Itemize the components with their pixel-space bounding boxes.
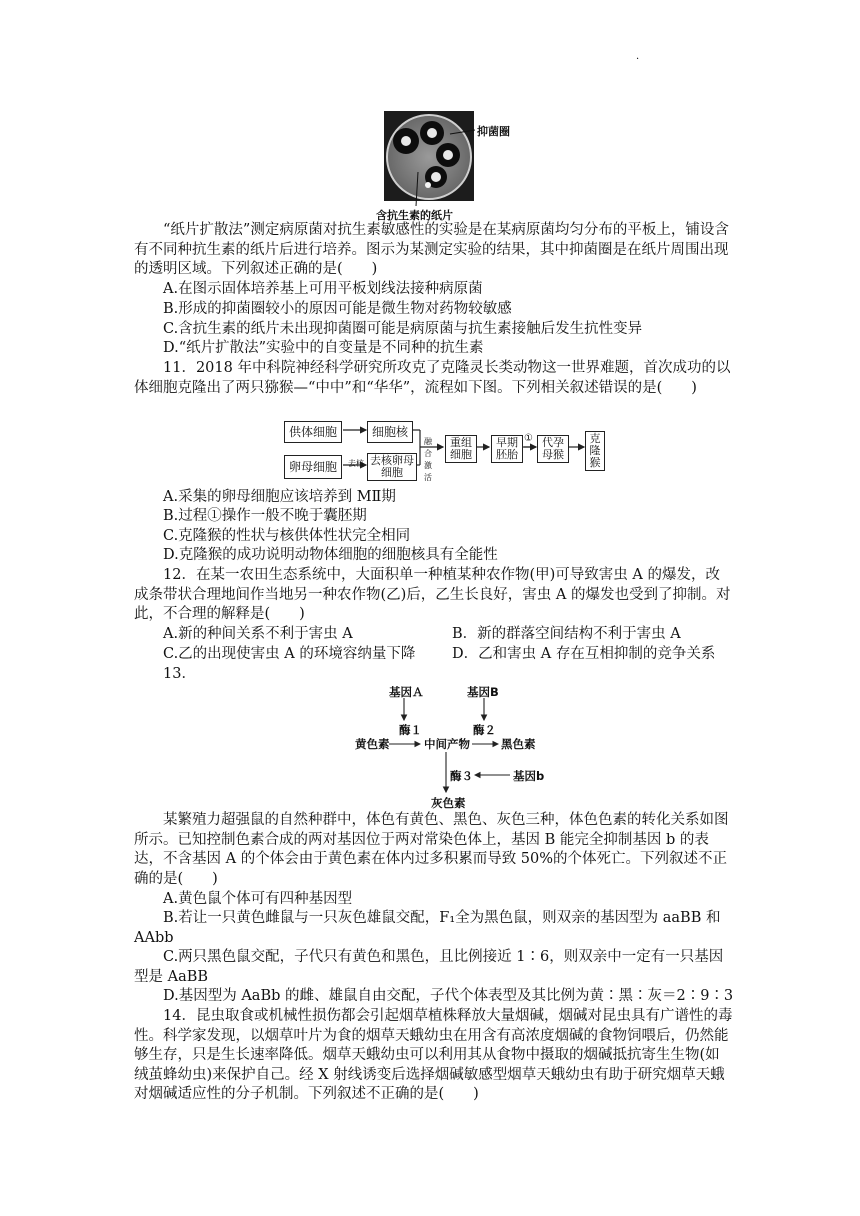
q13-stem: 某繁殖力超强鼠的自然种群中，体色有黄色、黑色、灰色三种，体色色素的转化关系如图所示。已知控制色素合成的两对基因位于两对常染色体上，基因 B 能完全抑制基因 b 的表达，不含基因 A 的个体会由于黄色素在体内过多积累而导致 50%的个体死亡。下列叙述不正确的是( ) [134,812,729,887]
box-surrogate-mother: 代孕母猴 [537,435,569,463]
box-nucleus: 细胞核 [367,421,413,443]
box-oocyte: 卵母细胞 [284,455,342,479]
q11-option-b: B.过程①操作一般不晚于囊胚期 [163,508,367,524]
q10-option-d: D.“纸片扩散法”实验中的自变量是不同种的抗生素 [163,340,484,356]
q12-stem: 12．在某一农田生态系统中，大面积单一种植某种农作物(甲)可导致害虫 A 的爆发，改成条带状合理地间作当地另一种农作物(乙)后，乙生长良好，害虫 A 的爆发也受到了抑制。对此，不合理的解释是( ) [134,567,731,622]
q13-option-b: B.若让一只黄色雌鼠与一只灰色雄鼠交配，F₁全为黑色鼠，则双亲的基因型为 aaBB 和 AAbb [134,910,721,946]
label-black-pigment: 黑色素 [501,737,536,751]
box-clone-monkey: 克隆猴 [585,431,605,471]
q13-option-d: D.基因型为 AaBb 的雌、雄鼠自由交配，子代个体表型及其比例为黄∶黑∶灰＝2∶9∶3 [163,988,734,1004]
label-gene-b: 基因B [467,685,499,699]
box-early-embryo: 早期胚胎 [491,435,523,463]
label-step-1: ① [524,433,533,444]
label-enzyme-2: 酶２ [473,723,496,737]
label-enzyme-3: 酶３ [450,769,473,783]
label-yellow-pigment: 黄色素 [355,737,390,751]
q12-option-c: C.乙的出现使害虫 A 的环境容纳量下降 [163,646,416,662]
label-antibiotic-disc: 含抗生素的纸片 [376,209,453,222]
q13-option-a: A.黄色鼠个体可有四种基因型 [163,891,353,907]
q12-option-a: A.新的种间关系不利于害虫 A [163,626,353,642]
q11-option-d: D.克隆猴的成功说明动物体细胞的细胞核具有全能性 [163,547,498,563]
q10-stem: “纸片扩散法”测定病原菌对抗生素敏感性的实验是在某病原菌均匀分布的平板上，铺设含有不同种抗生素的纸片后进行培养。图示为某测定实验的结果，其中抑菌圈是在纸片周围出现的透明区域。下列叙述正确的是( ) [134,222,729,277]
box-donor-cell: 供体细胞 [284,421,342,443]
q12-option-d: D．乙和害虫 A 存在互相抑制的竞争关系 [452,646,716,662]
label-fuse-activate: 融合激活 [424,437,432,482]
q14-stem: 14．昆虫取食或机械性损伤都会引起烟草植株释放大量烟碱，烟碱对昆虫具有广谱性的毒性。科学家发现，以烟草叶片为食的烟草天蛾幼虫在用含有高浓度烟碱的食物饲喂后，仍然能够生存，只是生长速率降低。烟草天蛾幼虫可以利用其从食物中摄取的烟碱抵抗寄生生物(如绒茧蜂幼虫)来保护自己。经 X 射线诱变后选择烟碱敏感型烟草天蛾幼虫有助于研究烟草天蛾对烟碱适应性的分子机制。下列叙述不正确的是( ) [134,1008,733,1102]
label-intermediate: 中间产物 [424,737,470,751]
q13-number: 13． [163,666,196,682]
header-mark: · [636,54,640,65]
q11-stem: 11．2018 年中科院神经科学研究所攻克了克隆灵长类动物这一世界难题，首次成功的以体细胞克隆出了两只猕猴—“中中”和“华华”，流程如下图。下列相关叙述错误的是( ) [134,360,731,396]
q12-option-b: B．新的群落空间结构不利于害虫 A [452,626,681,642]
label-inhibition-zone: 抑菌圈 [477,125,510,138]
q13-option-c: C.两只黑色鼠交配，子代只有黄色和黑色，且比例接近 1∶6，则双亲中一定有一只基因型是 AaBB [134,949,724,985]
box-enucleated-oocyte: 去核卵母细胞 [367,453,417,481]
label-remove-nucleus: 去核 [348,459,364,468]
q11-option-a: A.采集的卵母细胞应该培养到 MⅡ期 [163,489,396,505]
box-recombined-cell: 重组细胞 [445,435,477,463]
label-gray-pigment: 灰色素 [431,796,466,810]
q10-option-c: C.含抗生素的纸片未出现抑菌圈可能是病原菌与抗生素接触后发生抗性变异 [163,321,643,337]
q10-option-a: A.在图示固体培养基上可用平板划线法接种病原菌 [163,281,483,297]
label-gene-a: 基因Ａ [389,685,424,699]
q11-option-c: C.克隆猴的性状与核供体性状完全相同 [163,528,411,544]
label-gene-small-b: 基因b [513,769,545,783]
label-enzyme-1: 酶１ [399,723,422,737]
q10-option-b: B.形成的抑菌圈较小的原因可能是微生物对药物较敏感 [163,301,512,317]
